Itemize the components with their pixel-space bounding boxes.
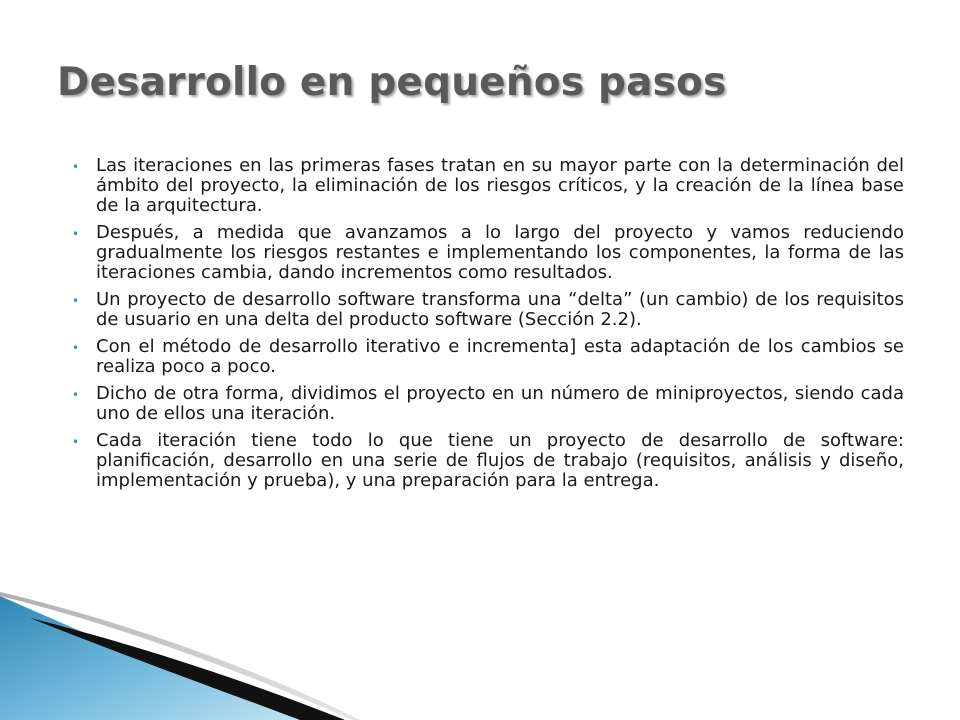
- list-item: [72, 290, 904, 330]
- bullet-icon: •: [72, 294, 80, 308]
- list-item: [72, 156, 904, 216]
- bullet-text: Con el método de desarrollo iterativo e incrementa] esta adaptación de los cambios se realiza poco a poco.: [96, 336, 904, 377]
- list-item: [72, 384, 904, 424]
- list-item: [72, 223, 904, 283]
- bullet-text: Las iteraciones en las primeras fases tratan en su mayor parte con la determinación del ámbito del proyecto, la eliminación de los riesgos críticos, y la creación de la línea base de la arquitectura.: [96, 155, 904, 216]
- bullet-icon: •: [72, 160, 80, 174]
- bullet-icon: •: [72, 435, 80, 449]
- list-item: [72, 431, 904, 491]
- corner-swoosh-decoration: [0, 590, 420, 720]
- bullet-list: [72, 156, 904, 498]
- bullet-icon: •: [72, 227, 80, 241]
- list-item: [72, 337, 904, 377]
- bullet-text: Dicho de otra forma, dividimos el proyecto en un número de miniproyectos, siendo cada uno de ellos una iteración.: [96, 383, 904, 424]
- bullet-text: Un proyecto de desarrollo software transforma una “delta” (un cambio) de los requisitos de usuario en una delta del producto software (Sección 2.2).: [96, 289, 904, 330]
- bullet-text: Después, a medida que avanzamos a lo largo del proyecto y vamos reduciendo gradualmente los riesgos restantes e implementando los componentes, la forma de las iteraciones cambia, dando incrementos como resultados.: [96, 222, 904, 283]
- slide-title: Desarrollo en pequeños pasos: [57, 60, 727, 105]
- bullet-icon: •: [72, 341, 80, 355]
- bullet-icon: •: [72, 388, 80, 402]
- bullet-text: Cada iteración tiene todo lo que tiene un proyecto de desarrollo de software: planificación, desarrollo en una serie de flujos de trabajo (requisitos, análisis y diseño, implementación y prueba), y una preparación para la entrega.: [96, 430, 904, 491]
